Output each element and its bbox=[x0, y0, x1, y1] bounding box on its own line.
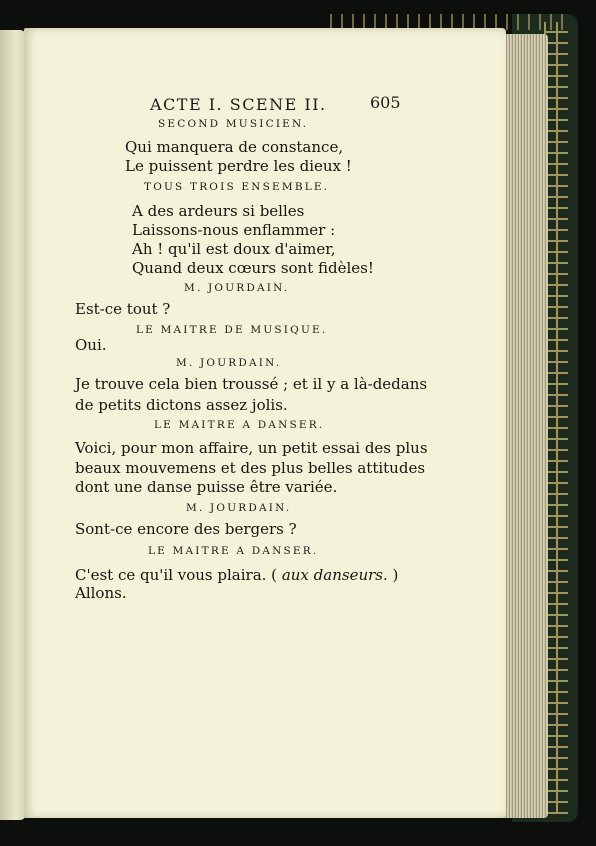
speaker-tous-trois: TOUS TROIS ENSEMBLE. bbox=[144, 181, 330, 193]
speaker-m-jourdain: M. JOURDAIN. bbox=[186, 502, 292, 514]
dialogue-line: Sont-ce encore des bergers ? bbox=[75, 520, 297, 538]
speaker-maitre-danser: LE MAITRE A DANSER. bbox=[148, 545, 319, 557]
speaker-m-jourdain: M. JOURDAIN. bbox=[184, 282, 290, 294]
verse-line: Le puissent perdre les dieux ! bbox=[125, 157, 352, 175]
dialogue-line: Voici, pour mon affaire, un petit essai des plus bbox=[75, 439, 428, 457]
verse-line: Qui manquera de constance, bbox=[125, 138, 344, 156]
dialogue-line: Allons. bbox=[75, 584, 127, 602]
running-head: ACTE I. SCENE II. bbox=[150, 95, 327, 114]
page-number: 605 bbox=[370, 93, 401, 112]
left-page-edge bbox=[0, 30, 26, 820]
dialogue-line: dont une danse puisse être variée. bbox=[75, 478, 338, 496]
verse-line: Laissons-nous enflammer : bbox=[132, 221, 336, 239]
speaker-maitre-danser: LE MAITRE A DANSER. bbox=[154, 419, 325, 431]
closing-paren: ) bbox=[392, 566, 399, 584]
speaker-m-jourdain: M. JOURDAIN. bbox=[176, 357, 282, 369]
dialogue-line: de petits dictons assez jolis. bbox=[75, 396, 288, 414]
dialogue-line: beaux mouvemens et des plus belles attitudes bbox=[75, 459, 426, 477]
dialogue-line bbox=[75, 566, 398, 584]
page-block-edge bbox=[502, 34, 548, 818]
dialogue-line: Je trouve cela bien troussé ; et il y a là-dedans bbox=[75, 375, 428, 393]
verse-line: A des ardeurs si belles bbox=[132, 202, 305, 220]
dialogue-text: C'est ce qu'il vous plaira. ( bbox=[75, 566, 278, 584]
verse-line: Quand deux cœurs sont fidèles! bbox=[132, 259, 374, 277]
verse-line: Ah ! qu'il est doux d'aimer, bbox=[132, 240, 336, 258]
speaker-second-musicien: SECOND MUSICIEN. bbox=[158, 118, 309, 130]
speaker-maitre-musique: LE MAITRE DE MUSIQUE. bbox=[136, 324, 328, 336]
dialogue-line: Oui. bbox=[75, 336, 107, 354]
dialogue-line: Est-ce tout ? bbox=[75, 300, 171, 318]
stage-direction: aux danseurs. bbox=[281, 566, 388, 584]
